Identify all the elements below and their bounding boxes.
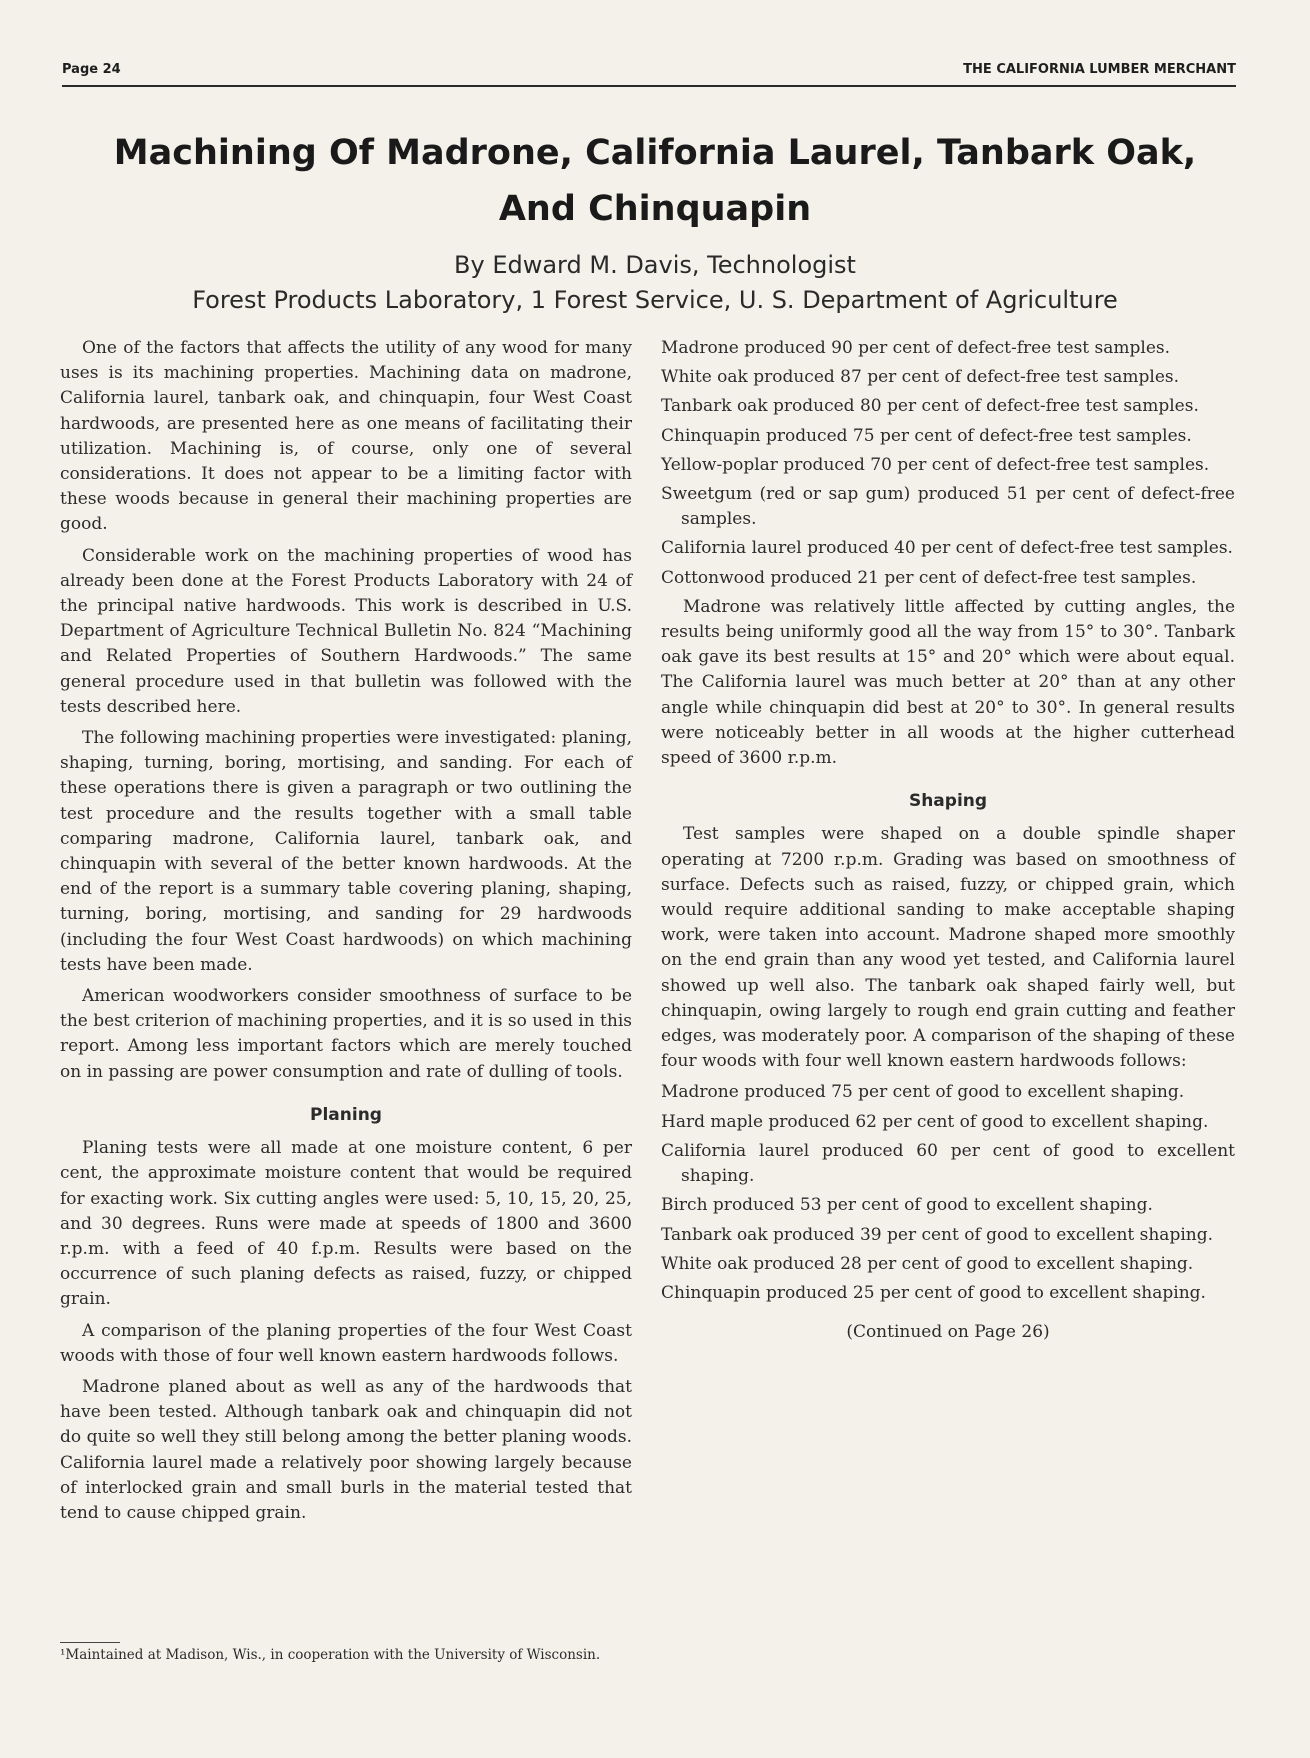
- page-header: [62, 62, 1236, 77]
- right-column: [661, 336, 1235, 1345]
- byline-author: By Edward M. Davis, Technologist: [454, 251, 856, 279]
- footnote-text: ¹Maintained at Madison, Wis., in cooperation with the University of Wisconsin.: [60, 1647, 601, 1663]
- planing-paragraph-1: Planing tests were all made at one moisture content, 6 per cent, the approximate moisture content that would be required for exacting work. Six cutting angles were used: 5, 10, 15, 20, 25, and 30 degrees. Runs were made at speeds of 1800 and 3600 r.p.m. with a feed of 40 f.p.m. Results were based on the occurrence of such planing defects as raised, fuzzy, or chipped grain.: [60, 1138, 632, 1310]
- title-line-1: Machining Of Madrone, California Laurel, Tanbark Oak,: [113, 133, 1197, 173]
- intro-paragraph-2: Considerable work on the machining properties of wood has already been done at the Forest Products Laboratory with 24 of the principal native hardwoods. This work is described in U.S. Department of Agriculture Technical Bulletin No. 824 “Machining and Related Properties of Southern Hardwoods.” The same general procedure used in that bulletin was followed with the tests described here.: [60, 545, 632, 717]
- list-item: Chinquapin produced 25 per cent of good to excellent shaping.: [661, 1282, 1206, 1303]
- continued-notice: (Continued on Page 26): [846, 1322, 1050, 1343]
- header-rule: [62, 85, 1236, 87]
- list-item: Cottonwood produced 21 per cent of defect-free test samples.: [661, 567, 1197, 588]
- list-item: Yellow-poplar produced 70 per cent of defect-free test samples.: [661, 454, 1210, 475]
- list-item: Madrone produced 90 per cent of defect-free test samples.: [661, 338, 1171, 358]
- intro-paragraph-3: The following machining properties were investigated: planing, shaping, turning, boring, mortising, and sanding. For each of these operations there is given a paragraph or two outlining the test procedure and the results together with a small table comparing madrone, California laurel, tanbark oak, and chinquapin with several of the better known hardwoods. At the end of the report is a summary table covering planing, shaping, turning, boring, mortising, and sanding for 29 hardwoods (including the four West Coast hardwoods) on which machining tests have been made.: [60, 728, 632, 975]
- list-item: Hard maple produced 62 per cent of good to excellent shaping.: [661, 1111, 1209, 1132]
- footnote-rule: [60, 1642, 120, 1643]
- list-item: White oak produced 28 per cent of good to excellent shaping.: [661, 1253, 1194, 1274]
- list-item: Birch produced 53 per cent of good to excellent shaping.: [661, 1195, 1153, 1216]
- list-item: Tanbark oak produced 80 per cent of defect-free test samples.: [661, 396, 1199, 417]
- byline-affiliation: Forest Products Laboratory, 1 Forest Service, U. S. Department of Agriculture: [192, 286, 1118, 314]
- byline: [100, 248, 1210, 318]
- cutting-angles-paragraph: Madrone was relatively little affected by cutting angles, the results being uniformly good all the way from 15° to 30°. Tanbark oak gave its best results at 15° and 20° which were about equal. The California laurel was much better at 20° than at any other angle while chinquapin did best at 20° to 30°. In general results were noticeably better in all woods at the higher cutterhead speed of 3600 r.p.m.: [661, 596, 1235, 769]
- list-item: Sweetgum (red or sap gum) produced 51 per cent of defect-free samples.: [661, 484, 1235, 530]
- publication-name: THE CALIFORNIA LUMBER MERCHANT: [963, 62, 1236, 77]
- article-title: [100, 125, 1210, 237]
- list-item: California laurel produced 40 per cent of defect-free test samples.: [661, 538, 1233, 559]
- list-item: Madrone produced 75 per cent of good to excellent shaping.: [661, 1082, 1185, 1103]
- shaping-heading: Shaping: [908, 791, 988, 812]
- intro-paragraph-1: One of the factors that affects the utility of any wood for many uses is its machining properties. Machining data on madrone, California laurel, tanbark oak, and chinquapin, four West Coast hardwoods, are presented here as one means of facilitating their utilization. Machining is, of course, only one of several considerations. It does not appear to be a limiting factor with these woods because in general their machining properties are good.: [60, 338, 632, 535]
- planing-paragraph-2: A comparison of the planing properties of the four West Coast woods with those of four well known eastern hardwoods follows.: [60, 1320, 632, 1366]
- intro-paragraph-4: American woodworkers consider smoothness of surface to be the best criterion of machining properties, and it is so used in this report. Among less important factors which are merely touched on in passing are power consumption and rate of dulling of tools.: [60, 986, 632, 1082]
- planing-heading: Planing: [310, 1104, 382, 1125]
- title-line-2: And Chinquapin: [498, 189, 812, 229]
- planing-paragraph-3: Madrone planed about as well as any of the hardwoods that have been tested. Although tanbark oak and chinquapin did not do quite so well they still belong among the better planing woods. California laurel made a relatively poor showing largely because of interlocked grain and small burls in the material tested that tend to cause chipped grain.: [60, 1376, 632, 1523]
- list-item: Tanbark oak produced 39 per cent of good to excellent shaping.: [661, 1224, 1213, 1245]
- list-item: Chinquapin produced 75 per cent of defect-free test samples.: [661, 425, 1192, 446]
- planing-results-list: [661, 336, 1235, 591]
- footnote: [60, 1642, 632, 1664]
- left-column: [60, 336, 632, 1532]
- page-number: Page 24: [62, 62, 121, 77]
- shaping-results-list: [661, 1080, 1235, 1306]
- list-item: California laurel produced 60 per cent of good to excellent shaping.: [661, 1140, 1235, 1187]
- list-item: White oak produced 87 per cent of defect-free test samples.: [661, 367, 1180, 388]
- shaping-paragraph: Test samples were shaped on a double spindle shaper operating at 7200 r.p.m. Grading was based on smoothness of surface. Defects such as raised, fuzzy, or chipped grain, which would require additional sanding to make acceptable shaping work, were taken into account. Madrone shaped more smoothly on the end grain than any wood yet tested, and California laurel showed up well also. The tanbark oak shaped fairly well, but chinquapin, owing largely to rough end grain cutting and feather edges, was moderately poor. A comparison of the shaping of these four woods with four well known eastern hardwoods follows:: [661, 824, 1235, 1072]
